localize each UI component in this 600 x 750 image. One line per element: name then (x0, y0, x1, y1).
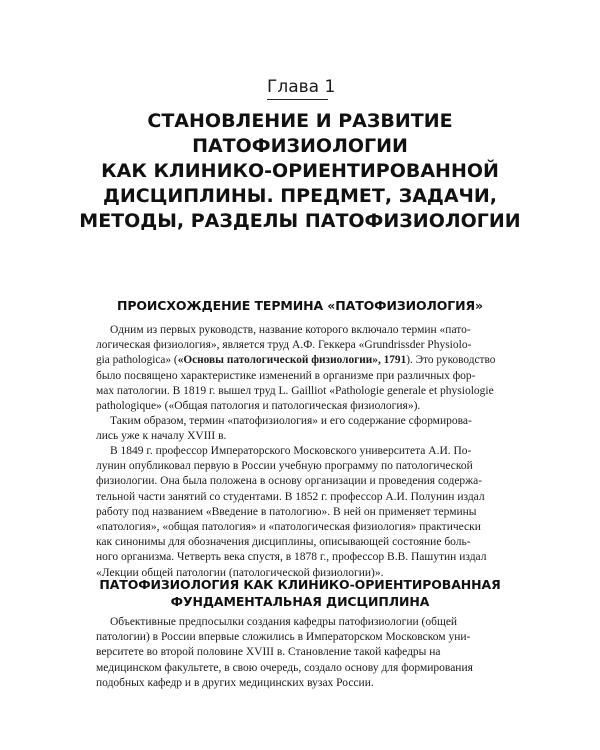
text-line: тельной части занятий со студентами. В 1852 г. профессор А.И. Полунин издал (96, 490, 485, 503)
chapter-title-line: СТАНОВЛЕНИЕ И РАЗВИТИЕ (147, 110, 453, 132)
text-line: патологии) в России впервые сложились в Императорском Московском уни- (96, 631, 471, 644)
text-line: «патология», «общая патология» и «патологическая физиология» практически (96, 521, 481, 534)
text-line: Объективные предпосылки создания кафедры патофизиологии (общей (110, 616, 458, 628)
text-run: gia pathologica» ( (96, 354, 178, 367)
text-line: Одним из первых руководств, название которого включало термин «пато- (110, 324, 471, 336)
chapter-title-line: ПАТОФИЗИОЛОГИИ (192, 135, 408, 157)
text-line: ного организма. Четверть века спустя, в 1878 г., профессор В.В. Пашутин издал (96, 551, 487, 564)
text-line: В 1849 г. профессор Императорского Московского университета А.И. По- (110, 445, 472, 457)
text-line: работу под названием «Введение в патологию». В ней он применяет термины (96, 505, 477, 518)
text-line: логическая физиология», является труд А.Ф. Геккера «Grundrissder Physiolo- (96, 339, 472, 352)
text-line: подобных кафедр и в других медицинских вузах России. (96, 676, 374, 689)
chapter-title (70, 109, 530, 234)
text-line: «Лекции общей патологии (патологической физиологии)». (96, 566, 384, 579)
text-line: Таким образом, термин «патофизиология» и его содержание сформирова- (110, 415, 472, 427)
text-line: pathologique» («Общая патология и патологическая физиология»). (96, 400, 421, 413)
paragraph-term-origin-1 (96, 323, 498, 414)
text-line: лись уже к началу XVIII в. (96, 430, 227, 443)
text-run: ). Это руководство (406, 354, 496, 367)
text-line: лунин опубликовал первую в России учебную программу по патологической (96, 460, 473, 473)
section-heading-clinical-discipline (80, 576, 520, 610)
text-line: физиологии. Она была положена в основу организации и проведения содержа- (96, 475, 483, 488)
paragraph-term-origin-3 (96, 444, 498, 581)
section-heading-text: ФУНДАМЕНТАЛЬНАЯ ДИСЦИПЛИНА (170, 594, 430, 609)
text-line (96, 353, 498, 368)
section-heading-term-origin (80, 297, 520, 314)
paragraph-clinical-discipline-1 (96, 615, 498, 691)
text-line: верситете во второй половине XVIII в. Становление такой кафедры на (96, 646, 441, 659)
section-heading-text: ПРОИСХОЖДЕНИЕ ТЕРМИНА «ПАТОФИЗИОЛОГИЯ» (116, 298, 484, 313)
text-line: мах патологии. В 1819 г. вышел труд L. Gailliot «Pathologie generale et physiologie (96, 384, 494, 397)
text-line: медицинском факультете, в свою очередь, создало основу для формирования (96, 661, 473, 674)
bold-book-title: «Основы патологической физиологии», 1791 (177, 354, 407, 367)
paragraph-term-origin-2 (96, 414, 498, 444)
section-heading-text: ПАТОФИЗИОЛОГИЯ КАК КЛИНИКО-ОРИЕНТИРОВАННАЯ (99, 577, 501, 592)
chapter-title-line: МЕТОДЫ, РАЗДЕЛЫ ПАТОФИЗИОЛОГИИ (79, 210, 521, 232)
chapter-title-line: ДИСЦИПЛИНЫ. ПРЕДМЕТ, ЗАДАЧИ, (102, 185, 497, 207)
text-line: как синонимы для обозначения дисциплины, описывающей состояние боль- (96, 536, 471, 549)
chapter-label: Глава 1 (267, 77, 336, 97)
chapter-title-line: КАК КЛИНИКО-ОРИЕНТИРОВАННОЙ (101, 160, 499, 182)
text-line: было посвящено характеристике изменений в организме при различных фор- (96, 369, 476, 382)
